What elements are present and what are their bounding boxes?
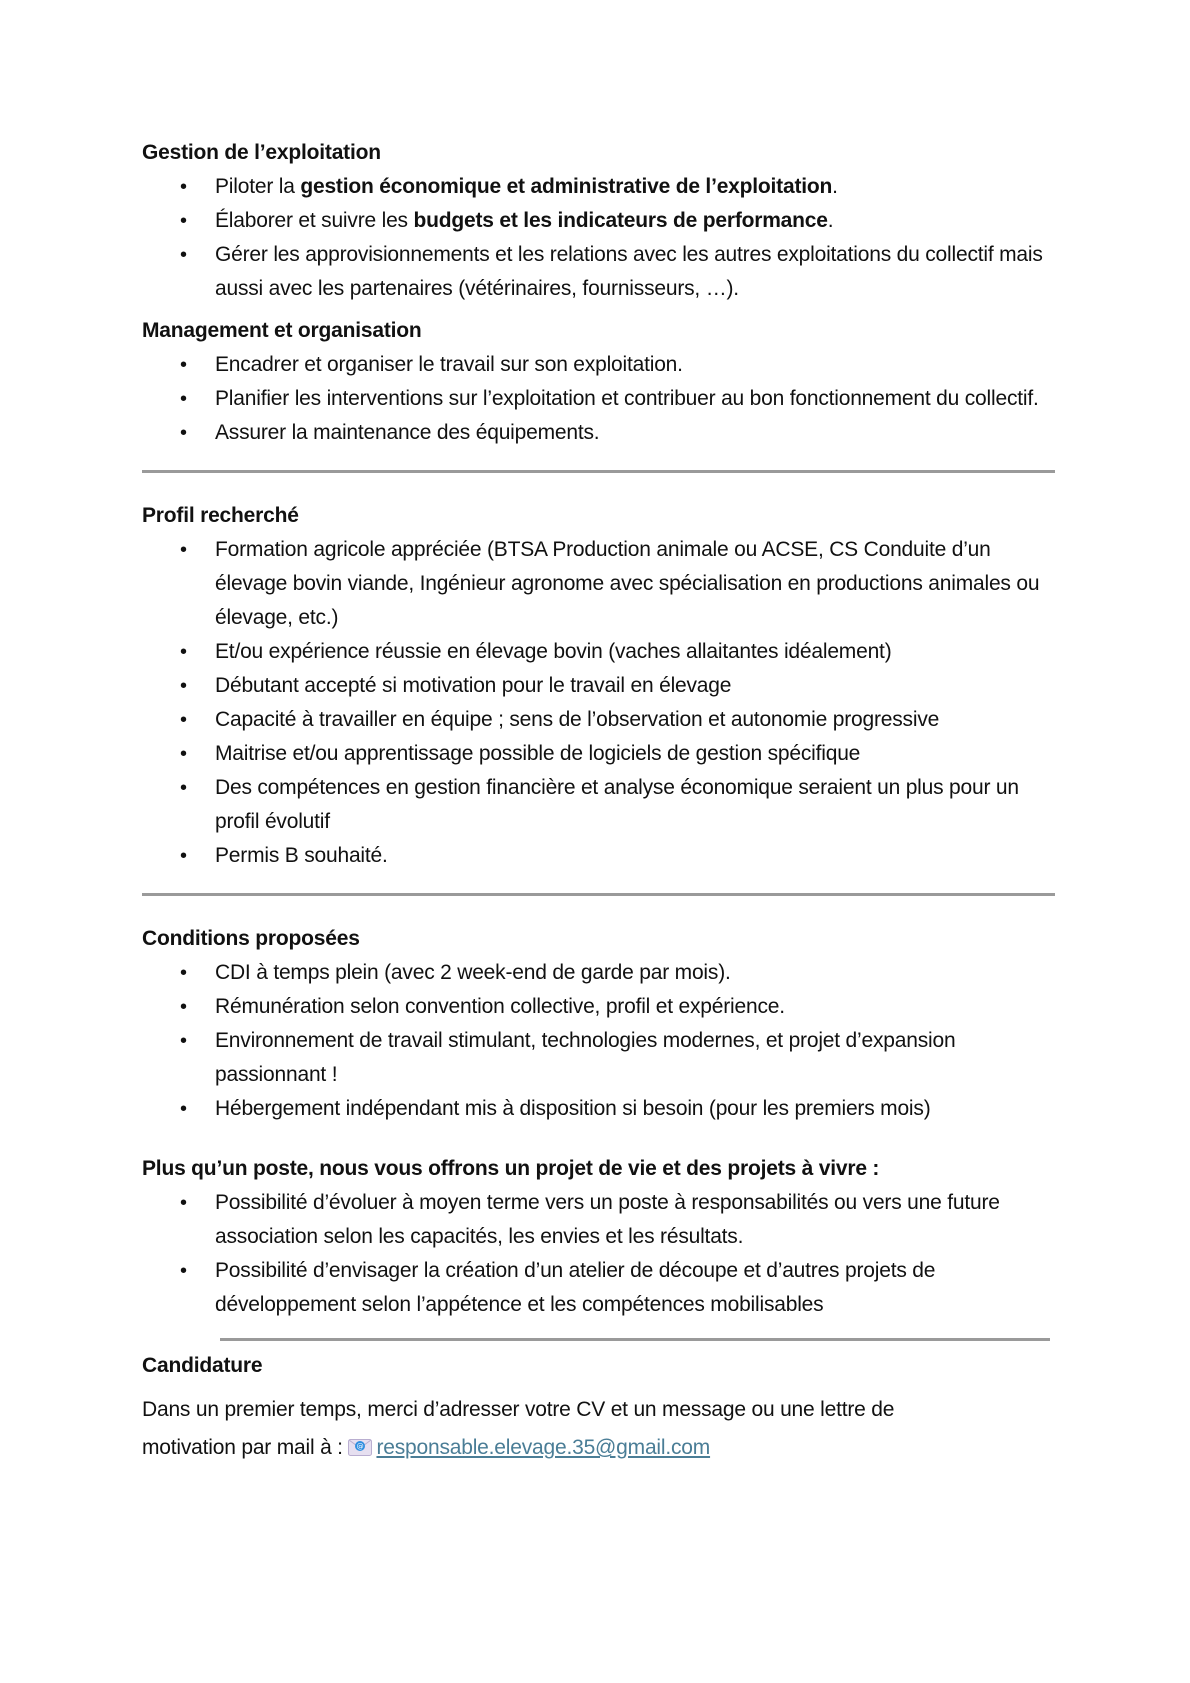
section-heading: Plus qu’un poste, nous vous offrons un projet de vie et des projets à vivre :: [142, 1157, 880, 1180]
list-item: • Élaborer et suivre les budgets et les indicateurs de performance.: [142, 204, 1062, 238]
list-item: • Possibilité d’envisager la création d’un atelier de découpe et d’autres projets de développement selon l’appétence et les compétences mobilisables: [142, 1254, 1062, 1322]
divider: [142, 470, 1055, 473]
list-item: • Et/ou expérience réussie en élevage bovin (vaches allaitantes idéalement): [142, 635, 1062, 669]
list-item: • Hébergement indépendant mis à disposition si besoin (pour les premiers mois): [142, 1092, 1062, 1126]
list-item: • Rémunération selon convention collective, profil et expérience.: [142, 990, 1062, 1024]
list-item: • Des compétences en gestion financière et analyse économique seraient un plus pour un profil évolutif: [142, 771, 1062, 839]
section-candidature: [142, 1353, 1062, 1467]
list-item: • CDI à temps plein (avec 2 week-end de garde par mois).: [142, 956, 1062, 990]
section-conditions: [142, 926, 1062, 1126]
divider: [142, 893, 1055, 896]
section-heading: Profil recherché: [142, 504, 299, 527]
email-link[interactable]: responsable.elevage.35@gmail.com: [376, 1436, 711, 1459]
section-gestion: [142, 140, 1062, 306]
svg-text:@: @: [357, 1442, 364, 1451]
candidature-text: Dans un premier temps, merci d’adresser votre CV et un message ou une lettre de motivation par mail à : @ responsable.elevage.35@gmail.com: [142, 1398, 895, 1459]
document-page: [142, 140, 1062, 1467]
section-management: [142, 318, 1062, 450]
section-heading: Candidature: [142, 1354, 263, 1377]
section-profil: [142, 503, 1062, 873]
list-item: • Piloter la gestion économique et administrative de l’exploitation.: [142, 170, 1062, 204]
envelope-at-icon: [348, 1431, 372, 1451]
list-item: • Débutant accepté si motivation pour le travail en élevage: [142, 669, 1062, 703]
divider: [220, 1338, 1050, 1341]
bullet-list: [142, 533, 1062, 873]
list-item: • Gérer les approvisionnements et les relations avec les autres exploitations du collectif mais aussi avec les partenaires (vétérinaires, fournisseurs, …).: [142, 238, 1062, 306]
list-item: • Encadrer et organiser le travail sur son exploitation.: [142, 348, 1062, 382]
list-item: • Maitrise et/ou apprentissage possible de logiciels de gestion spécifique: [142, 737, 1062, 771]
section-heading: Conditions proposées: [142, 927, 360, 950]
list-item: • Formation agricole appréciée (BTSA Production animale ou ACSE, CS Conduite d’un élevage bovin viande, Ingénieur agronome avec spécialisation en productions animales ou élevage, etc.): [142, 533, 1062, 635]
section-projet: [142, 1156, 1062, 1322]
list-item: • Planifier les interventions sur l’exploitation et contribuer au bon fonctionnement du collectif.: [142, 382, 1062, 416]
bullet-list: [142, 170, 1062, 306]
list-item: • Capacité à travailler en équipe ; sens de l’observation et autonomie progressive: [142, 703, 1062, 737]
bullet-list: [142, 956, 1062, 1126]
list-item: • Possibilité d’évoluer à moyen terme vers un poste à responsabilités ou vers une future association selon les capacités, les envies et les résultats.: [142, 1186, 1062, 1254]
bullet-list: [142, 1186, 1062, 1322]
list-item: • Permis B souhaité.: [142, 839, 1062, 873]
section-heading: Management et organisation: [142, 319, 422, 342]
list-item: • Environnement de travail stimulant, technologies modernes, et projet d’expansion passionnant !: [142, 1024, 1062, 1092]
list-item: • Assurer la maintenance des équipements.: [142, 416, 1062, 450]
section-heading: Gestion de l’exploitation: [142, 141, 381, 164]
bullet-list: [142, 348, 1062, 450]
